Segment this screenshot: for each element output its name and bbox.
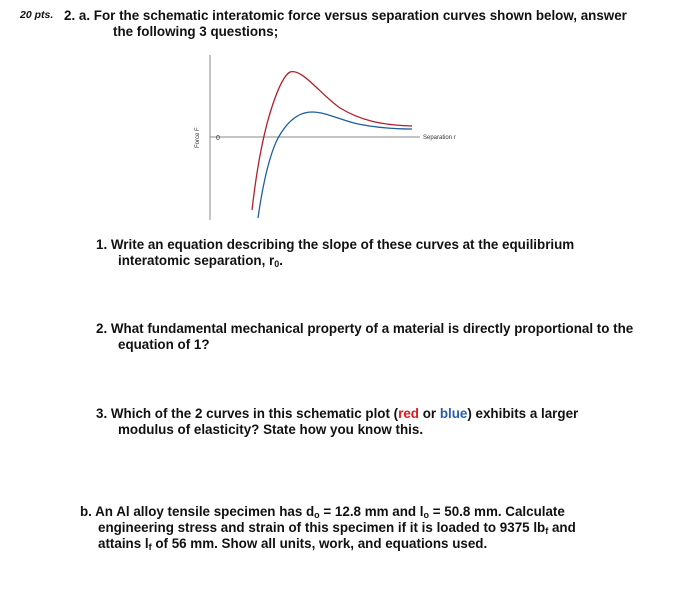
q3-line2: modulus of elasticity? State how you know this. bbox=[118, 422, 424, 437]
q3-post: ) exhibits a larger bbox=[467, 406, 579, 421]
part-b-l2-sub: f bbox=[545, 526, 549, 536]
part-b-l2b: and bbox=[548, 520, 576, 535]
q3-number: 3. bbox=[96, 406, 108, 421]
part-b-l3b: of 56 mm. Show all units, work, and equations used. bbox=[151, 536, 488, 551]
part-a-line1 bbox=[64, 8, 627, 24]
part-b-label: b. bbox=[80, 504, 92, 519]
q2-line1 bbox=[96, 321, 633, 337]
part-b-l1-sub1: o bbox=[314, 510, 320, 520]
q3-line1 bbox=[96, 406, 578, 422]
q3-blue-word: blue bbox=[439, 406, 468, 421]
q1-text-1: Write an equation describing the slope of these curves at the equilibrium bbox=[110, 237, 575, 252]
part-b-line3 bbox=[98, 536, 487, 555]
force-separation-figure bbox=[190, 50, 490, 225]
y-axis-label: Force F bbox=[195, 127, 201, 148]
part-b-text-1 bbox=[95, 504, 565, 519]
zero-label: 0 bbox=[216, 135, 220, 142]
q1-line1 bbox=[96, 237, 574, 253]
blue-curve bbox=[258, 112, 412, 218]
part-b-l1c: = 50.8 mm. Calculate bbox=[429, 504, 565, 519]
part-b-l3a: attains l bbox=[98, 536, 149, 551]
part-b-l1-sub2: o bbox=[423, 510, 429, 520]
q1-line2 bbox=[118, 253, 283, 272]
q2-text-1: What fundamental mechanical property of a material is directly proportional to the bbox=[110, 321, 634, 336]
q3-pre: Which of the 2 curves in this schematic plot ( bbox=[110, 406, 399, 421]
x-axis-label: Separation r bbox=[423, 135, 456, 141]
q2-number: 2. bbox=[96, 321, 108, 336]
part-b-l1b: = 12.8 mm and l bbox=[319, 504, 424, 519]
part-b-l2a: engineering stress and strain of this specimen if it is loaded to 9375 lb bbox=[98, 520, 546, 535]
q3-red-word: red bbox=[398, 406, 419, 421]
part-a-label: 2. a. bbox=[64, 8, 91, 23]
part-a-line2: the following 3 questions; bbox=[113, 24, 279, 39]
part-b-l3-sub: f bbox=[148, 542, 152, 552]
q2-line2: equation of 1? bbox=[118, 337, 210, 352]
q3-text-1 bbox=[111, 406, 578, 421]
part-a-text-1: For the schematic interatomic force versus separation curves shown below, answer bbox=[93, 8, 627, 23]
q1-subscript: 0 bbox=[274, 259, 280, 269]
q1-number: 1. bbox=[96, 237, 108, 252]
part-b-l1a: An Al alloy tensile specimen has d bbox=[95, 504, 315, 519]
points-label: 20 pts. bbox=[20, 9, 54, 21]
q1-text-2: interatomic separation, r bbox=[118, 253, 275, 268]
q3-or-word: or bbox=[418, 406, 440, 421]
q1-end: . bbox=[279, 253, 284, 268]
